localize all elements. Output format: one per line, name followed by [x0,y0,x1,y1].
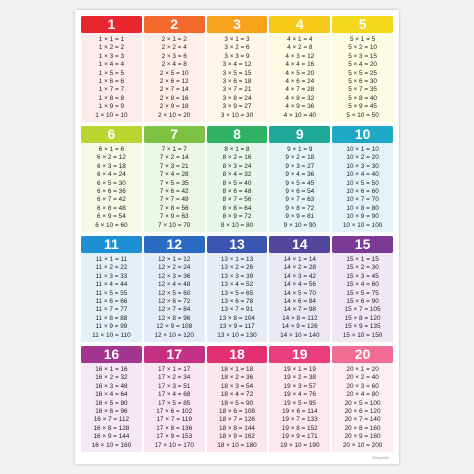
equation-row: 11 × 3 = 33 [95,272,128,280]
equation-row: 15 × 5 = 75 [346,289,379,297]
equation-row: 11 × 10 = 110 [92,331,131,339]
table-block-16 [81,346,142,452]
equation-row: 19 × 6 = 114 [282,407,318,415]
equation-row: 11 × 6 = 66 [95,297,128,305]
equation-row: 3 × 7 = 21 [222,86,252,94]
equation-row: 8 × 5 = 40 [222,179,252,187]
equation-row: 8 × 3 = 24 [222,162,252,170]
equation-row: 11 × 9 = 99 [95,323,128,331]
equation-row: 5 × 10 = 50 [346,111,379,119]
equation-row: 15 × 2 = 30 [346,264,379,272]
equation-row: 4 × 4 = 16 [285,61,315,69]
equation-row: 19 × 9 = 171 [281,433,318,441]
table-rows [269,363,330,452]
equation-row: 1 × 3 = 3 [98,52,125,60]
table-header: 19 [269,346,330,363]
equation-row: 18 × 8 = 144 [219,424,255,432]
table-header: 11 [81,236,142,253]
equation-row: 15 × 9 = 135 [344,323,381,331]
equation-row: 16 × 9 = 144 [93,433,130,441]
equation-row: 9 × 5 = 45 [285,179,315,187]
equation-row: 8 × 6 = 48 [222,187,252,195]
equation-row: 12 × 6 = 72 [158,297,191,305]
equation-row: 19 × 5 = 95 [283,399,316,407]
equation-row: 6 × 5 = 30 [97,179,126,187]
table-block-7 [144,126,205,232]
equation-row: 17 × 2 = 34 [158,374,191,382]
equation-row: 4 × 9 = 36 [285,103,315,111]
table-rows [269,253,330,342]
equation-row: 5 × 5 = 25 [348,69,377,77]
times-table-sheet [75,10,399,464]
table-block-11 [81,236,142,342]
table-block-9 [269,126,330,232]
equation-row: 6 × 4 = 24 [97,171,126,179]
equation-row: 12 × 9 = 108 [156,323,193,331]
times-table-grid [81,16,393,452]
equation-row: 15 × 3 = 45 [346,272,379,280]
equation-row: 14 × 6 = 84 [283,297,316,305]
equation-row: 18 × 4 = 72 [220,391,254,399]
equation-row: 16 × 4 = 64 [95,391,128,399]
equation-row: 17 × 7 = 119 [156,416,192,424]
equation-row: 2 × 8 = 16 [159,94,189,102]
equation-row: 16 × 7 = 112 [93,416,130,424]
equation-row: 5 × 2 = 10 [348,44,377,52]
equation-row: 9 × 10 = 90 [283,221,316,229]
equation-row: 20 × 1 = 20 [346,365,379,373]
equation-row: 19 × 10 = 190 [280,441,320,449]
table-header: 12 [144,236,205,253]
table-rows [81,143,142,232]
equation-row: 7 × 7 = 49 [159,196,189,204]
equation-row: 11 × 8 = 88 [95,314,128,322]
table-rows [332,143,393,232]
equation-row: 17 × 3 = 51 [158,382,191,390]
equation-row: 12 × 8 = 96 [158,314,191,322]
equation-row: 8 × 8 = 64 [222,204,252,212]
equation-row: 14 × 3 = 42 [283,272,316,280]
equation-row: 4 × 7 = 28 [285,86,315,94]
equation-row: 9 × 1 = 9 [287,145,313,153]
equation-row: 16 × 6 = 96 [95,407,128,415]
equation-row: 7 × 10 = 70 [158,221,191,229]
equation-row: 15 × 4 = 60 [346,281,379,289]
equation-row: 13 × 10 = 130 [217,331,257,339]
equation-row: 4 × 10 = 40 [283,111,316,119]
table-header: 4 [269,16,330,33]
equation-row: 9 × 6 = 54 [285,187,315,195]
equation-row: 18 × 7 = 126 [219,416,255,424]
equation-row: 5 × 9 = 45 [348,103,377,111]
equation-row: 9 × 9 = 81 [285,213,315,221]
equation-row: 6 × 7 = 42 [97,196,126,204]
table-rows [207,363,268,452]
equation-row: 8 × 4 = 32 [222,171,252,179]
table-block-10 [332,126,393,232]
equation-row: 7 × 5 = 35 [159,179,189,187]
table-block-20 [332,346,393,452]
table-header: 2 [144,16,205,33]
equation-row: 19 × 8 = 152 [281,424,318,432]
equation-row: 12 × 1 = 12 [158,255,191,263]
equation-row: 10 × 3 = 30 [346,162,379,170]
equation-row: 4 × 6 = 24 [285,77,315,85]
equation-row: 13 × 9 = 117 [219,323,255,331]
equation-row: 13 × 2 = 26 [220,264,254,272]
equation-row: 19 × 1 = 19 [283,365,316,373]
equation-row: 16 × 10 = 160 [91,441,132,449]
equation-row: 7 × 3 = 21 [159,162,189,170]
table-rows [269,33,330,122]
equation-row: 18 × 9 = 162 [219,433,255,441]
equation-row: 7 × 1 = 7 [161,145,187,153]
equation-row: 9 × 4 = 36 [285,171,315,179]
equation-row: 4 × 3 = 12 [285,52,315,60]
equation-row: 15 × 10 = 150 [342,331,383,339]
equation-row: 18 × 1 = 18 [220,365,254,373]
equation-row: 16 × 1 = 16 [95,365,128,373]
equation-row: 1 × 1 = 1 [98,35,125,43]
equation-row: 10 × 8 = 80 [346,204,379,212]
equation-row: 16 × 8 = 128 [93,424,130,432]
equation-row: 8 × 1 = 8 [224,145,250,153]
table-block-5 [332,16,393,122]
equation-row: 10 × 2 = 20 [346,154,379,162]
equation-row: 4 × 2 = 8 [287,44,313,52]
equation-row: 1 × 5 = 5 [98,69,125,77]
equation-row: 1 × 2 = 2 [98,44,125,52]
equation-row: 12 × 4 = 48 [158,281,191,289]
equation-row: 12 × 5 = 60 [158,289,191,297]
equation-row: 3 × 6 = 18 [222,77,252,85]
signature: Dinophile [372,455,389,460]
equation-row: 5 × 6 = 30 [348,77,377,85]
equation-row: 10 × 7 = 70 [346,196,379,204]
equation-row: 17 × 4 = 68 [158,391,191,399]
table-header: 3 [207,16,268,33]
equation-row: 10 × 10 = 100 [342,221,383,229]
table-block-8 [207,126,268,232]
equation-row: 15 × 1 = 15 [346,255,379,263]
table-block-2 [144,16,205,122]
equation-row: 2 × 2 = 4 [161,44,187,52]
equation-row: 18 × 3 = 54 [220,382,254,390]
equation-row: 7 × 6 = 42 [159,187,189,195]
equation-row: 19 × 7 = 133 [281,416,318,424]
table-rows [144,33,205,122]
equation-row: 2 × 4 = 8 [161,61,187,69]
table-block-4 [269,16,330,122]
table-header: 5 [332,16,393,33]
equation-row: 6 × 10 = 60 [95,221,128,229]
equation-row: 5 × 7 = 35 [348,86,377,94]
equation-row: 19 × 2 = 38 [283,374,316,382]
equation-row: 2 × 9 = 18 [159,103,189,111]
table-block-13 [207,236,268,342]
equation-row: 15 × 7 = 105 [344,306,381,314]
table-header: 6 [81,126,142,143]
equation-row: 19 × 3 = 57 [283,382,316,390]
equation-row: 1 × 8 = 8 [98,94,125,102]
table-block-14 [269,236,330,342]
equation-row: 5 × 4 = 20 [348,61,377,69]
equation-row: 6 × 6 = 36 [97,187,126,195]
equation-row: 17 × 10 = 170 [154,441,194,449]
equation-row: 8 × 9 = 72 [222,213,252,221]
equation-row: 16 × 5 = 80 [95,399,128,407]
equation-row: 10 × 5 = 50 [346,179,379,187]
equation-row: 4 × 8 = 32 [285,94,315,102]
equation-row: 20 × 4 = 80 [346,391,379,399]
equation-row: 15 × 6 = 90 [346,297,379,305]
table-rows [144,143,205,232]
equation-row: 20 × 10 = 200 [342,441,383,449]
equation-row: 10 × 1 = 10 [346,145,379,153]
equation-row: 11 × 1 = 11 [95,255,128,263]
table-header: 8 [207,126,268,143]
equation-row: 12 × 3 = 36 [158,272,191,280]
equation-row: 7 × 4 = 28 [159,171,189,179]
equation-row: 8 × 10 = 80 [220,221,254,229]
equation-row: 6 × 1 = 6 [98,145,125,153]
equation-row: 14 × 1 = 14 [283,255,316,263]
equation-row: 2 × 10 = 20 [158,111,191,119]
equation-row: 16 × 2 = 32 [95,374,128,382]
equation-row: 11 × 4 = 44 [95,281,128,289]
equation-row: 7 × 2 = 14 [159,154,189,162]
equation-row: 3 × 2 = 6 [224,44,250,52]
equation-row: 1 × 4 = 4 [98,61,125,69]
equation-row: 14 × 9 = 126 [281,323,318,331]
equation-row: 14 × 2 = 28 [283,264,316,272]
equation-row: 11 × 7 = 77 [95,306,128,314]
equation-row: 17 × 6 = 102 [156,407,193,415]
equation-row: 6 × 9 = 54 [97,213,126,221]
equation-row: 3 × 1 = 3 [224,35,250,43]
equation-row: 13 × 6 = 78 [220,297,254,305]
table-block-3 [207,16,268,122]
equation-row: 1 × 7 = 7 [98,86,125,94]
equation-row: 8 × 2 = 16 [222,154,252,162]
equation-row: 6 × 3 = 18 [97,162,126,170]
equation-row: 3 × 3 = 9 [224,52,250,60]
equation-row: 9 × 8 = 72 [285,204,315,212]
equation-row: 3 × 5 = 15 [222,69,252,77]
equation-row: 14 × 7 = 98 [283,306,316,314]
equation-row: 1 × 9 = 9 [98,103,125,111]
equation-row: 2 × 5 = 10 [159,69,189,77]
table-header: 7 [144,126,205,143]
equation-row: 20 × 2 = 40 [346,374,379,382]
equation-row: 13 × 1 = 13 [220,255,254,263]
equation-row: 20 × 8 = 160 [344,424,381,432]
equation-row: 12 × 2 = 24 [158,264,191,272]
equation-row: 5 × 1 = 5 [349,35,376,43]
table-header: 1 [81,16,142,33]
table-rows [144,253,205,342]
table-rows [207,33,268,122]
equation-row: 11 × 2 = 22 [95,264,128,272]
equation-row: 13 × 3 = 39 [220,272,254,280]
table-rows [332,33,393,122]
equation-row: 18 × 2 = 36 [220,374,254,382]
equation-row: 20 × 5 = 100 [344,399,381,407]
equation-row: 12 × 7 = 84 [158,306,191,314]
equation-row: 9 × 7 = 63 [285,196,315,204]
equation-row: 2 × 3 = 6 [161,52,187,60]
equation-row: 14 × 5 = 70 [283,289,316,297]
equation-row: 2 × 1 = 2 [161,35,187,43]
equation-row: 2 × 6 = 12 [159,77,189,85]
equation-row: 3 × 10 = 30 [220,111,254,119]
equation-row: 5 × 8 = 40 [348,94,377,102]
equation-row: 11 × 5 = 55 [95,289,128,297]
equation-row: 6 × 2 = 12 [97,154,126,162]
table-header: 9 [269,126,330,143]
equation-row: 8 × 7 = 56 [222,196,252,204]
equation-row: 14 × 4 = 56 [283,281,316,289]
equation-row: 20 × 9 = 180 [344,433,381,441]
table-block-19 [269,346,330,452]
equation-row: 14 × 10 = 140 [280,331,320,339]
equation-row: 6 × 8 = 48 [97,204,126,212]
table-header: 20 [332,346,393,363]
equation-row: 3 × 9 = 27 [222,103,252,111]
equation-row: 19 × 4 = 76 [283,391,316,399]
equation-row: 7 × 8 = 56 [159,204,189,212]
table-rows [332,363,393,452]
equation-row: 17 × 8 = 136 [156,424,193,432]
table-block-15 [332,236,393,342]
table-rows [207,143,268,232]
equation-row: 13 × 5 = 65 [220,289,254,297]
equation-row: 10 × 9 = 90 [346,213,379,221]
equation-row: 13 × 4 = 52 [220,281,254,289]
table-header: 13 [207,236,268,253]
table-rows [81,253,142,342]
table-block-17 [144,346,205,452]
equation-row: 20 × 7 = 140 [344,416,381,424]
equation-row: 20 × 6 = 120 [344,407,381,415]
equation-row: 7 × 9 = 63 [159,213,189,221]
table-rows [269,143,330,232]
equation-row: 18 × 10 = 180 [217,441,257,449]
equation-row: 10 × 4 = 40 [346,171,379,179]
table-header: 15 [332,236,393,253]
equation-row: 3 × 8 = 24 [222,94,252,102]
equation-row: 13 × 8 = 104 [219,314,255,322]
table-header: 14 [269,236,330,253]
equation-row: 12 × 10 = 120 [154,331,194,339]
equation-row: 1 × 10 = 10 [95,111,128,119]
equation-row: 2 × 7 = 14 [159,86,189,94]
equation-row: 18 × 6 = 108 [219,407,255,415]
equation-row: 4 × 5 = 20 [285,69,315,77]
table-header: 16 [81,346,142,363]
table-block-12 [144,236,205,342]
equation-row: 10 × 6 = 60 [346,187,379,195]
equation-row: 5 × 3 = 15 [348,52,377,60]
table-rows [144,363,205,452]
equation-row: 4 × 1 = 4 [287,35,313,43]
table-block-6 [81,126,142,232]
table-rows [81,363,142,452]
equation-row: 18 × 5 = 90 [220,399,254,407]
equation-row: 1 × 6 = 6 [98,77,125,85]
table-block-1 [81,16,142,122]
equation-row: 14 × 8 = 112 [282,314,318,322]
equation-row: 15 × 8 = 120 [344,314,381,322]
equation-row: 13 × 7 = 91 [220,306,254,314]
table-header: 10 [332,126,393,143]
table-rows [332,253,393,342]
table-header: 18 [207,346,268,363]
equation-row: 3 × 4 = 12 [222,61,252,69]
equation-row: 9 × 3 = 27 [285,162,315,170]
table-rows [207,253,268,342]
equation-row: 16 × 3 = 48 [95,382,128,390]
equation-row: 17 × 1 = 17 [158,365,191,373]
equation-row: 20 × 3 = 60 [346,382,379,390]
table-rows [81,33,142,122]
equation-row: 17 × 5 = 85 [158,399,191,407]
table-block-18 [207,346,268,452]
equation-row: 17 × 9 = 153 [156,433,193,441]
table-header: 17 [144,346,205,363]
equation-row: 9 × 2 = 18 [285,154,315,162]
